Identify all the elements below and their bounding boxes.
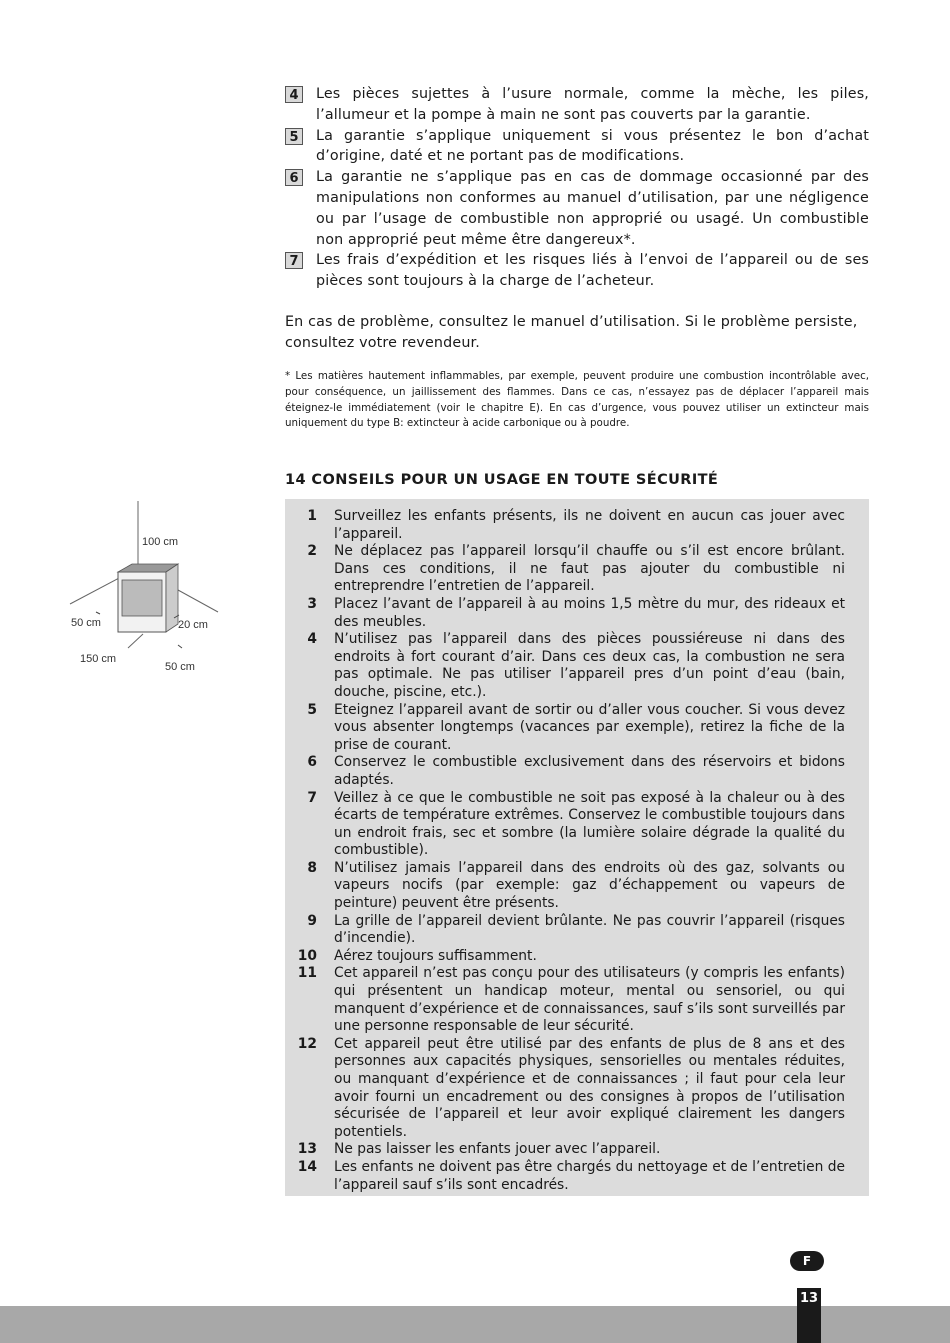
tip-text: Ne déplacez pas l’appareil lorsqu’il chauffe ou s’il est encore brûlant. Dans ces conditions, il ne faut pas ajouter du combustible ni entreprendre l’entretien de l’appareil. [334, 543, 845, 595]
tip-item [285, 543, 845, 596]
item-number-box: 4 [285, 86, 303, 103]
tip-number: 5 [307, 701, 317, 718]
tip-item [285, 508, 845, 543]
tip-number: 9 [307, 912, 317, 929]
tip-number: 6 [307, 754, 317, 771]
tip-number: 1 [307, 508, 317, 524]
tip-number: 12 [297, 1035, 317, 1052]
language-badge: F [790, 1251, 824, 1271]
safety-tips-list [285, 508, 845, 1194]
tip-item [285, 948, 845, 966]
tip-number: 4 [307, 631, 317, 648]
tip-item [285, 965, 845, 1035]
tip-text: Aérez toujours suffisamment. [334, 947, 537, 964]
item-number-box: 6 [285, 169, 303, 186]
tip-item [285, 702, 845, 755]
label-100cm: 100 cm [142, 536, 179, 548]
tip-text: N’utilisez pas l’appareil dans des pièces poussiéreuse ni dans des endroits à fort courant d’air. Dans ces deux cas, la combustion ne sera pas optimale. Ne pas utiliser l’appareil pres d’un point d’eau (bain, douche, piscine, etc.). [334, 631, 845, 700]
item-number-box: 5 [285, 128, 303, 145]
tip-text: Ne pas laisser les enfants jouer avec l’appareil. [334, 1141, 661, 1158]
tip-text: Surveillez les enfants présents, ils ne doivent en aucun cas jouer avec l’appareil. [334, 508, 845, 542]
tip-text: Placez l’avant de l’appareil à au moins 1,5 mètre du mur, des rideaux et des meubles. [334, 595, 845, 630]
warranty-item [285, 84, 869, 126]
tip-item [285, 913, 845, 948]
footnote: * Les matières hautement inflammables, par exemple, peuvent produire une combustion incontrôlable avec, pour conséquence, un jaillissement des flammes. Dans ce cas, n’essayez pas de déplacer l’appareil mais éteignez-le immédiatement (voir le chapitre E). En cas d’urgence, vous pouvez utiliser un extincteur mais uniquement du type B: extincteur à acide carbonique ou à poudre. [285, 370, 869, 430]
tip-text: Veillez à ce que le combustible ne soit pas exposé à la chaleur ou à des écarts de température extrêmes. Conservez le combustible toujours dans un endroit frais, sec et sombre (la lumière solaire dégrade la qualité du combustible). [334, 789, 845, 859]
tip-item [285, 1141, 845, 1159]
tip-item [285, 860, 845, 913]
tip-text: N’utilisez jamais l’appareil dans des endroits où des gaz, solvants ou vapeurs nocifs (par exemple: gaz d’échappement ou vapeurs de peinture) peuvent être présents. [334, 859, 845, 912]
tip-text: Les enfants ne doivent pas être chargés du nettoyage et de l’entretien de l’appareil sauf s’ils sont encadrés. [334, 1158, 845, 1193]
tip-item [285, 1036, 845, 1142]
tip-text: Cet appareil n’est pas conçu pour des utilisateurs (y compris les enfants) qui présentent un handicap moteur, mental ou sensoriel, ou qui manquent d’expérience et de connaissances, sauf s’ils sont surveillés par une personne responsable de leur sécurité. [334, 965, 845, 1035]
page-number: 13 [797, 1288, 821, 1343]
tip-text: Cet appareil peut être utilisé par des enfants de plus de 8 ans et des personnes aux capacités physiques, sensorielles ou mentales réduites, ou manquant d’expérience et de connaissances ; il faut pour cela leur avoir fourni un encadrement ou des consignes à propos de l’utilisation sécurisée de l’appareil et leur avoir expliqué clairement les dangers potentiels. [334, 1035, 845, 1140]
tip-text: Eteignez l’appareil avant de sortir ou d’aller vous coucher. Si vous devez vous absenter longtemps (vacances par exemple), retirez la fiche de la prise de courant. [334, 701, 845, 753]
tip-number: 13 [297, 1141, 317, 1158]
tip-item [285, 631, 845, 701]
tip-number: 7 [307, 789, 317, 806]
warranty-item [285, 167, 869, 250]
tip-text: Conservez le combustible exclusivement dans des réservoirs et bidons adaptés. [334, 754, 845, 788]
clearance-diagram [60, 496, 230, 676]
label-50cm-front: 50 cm [165, 661, 195, 673]
tip-number: 2 [307, 543, 317, 560]
item-text: La garantie s’applique uniquement si vous présentez le bon d’achat d’origine, daté et ne portant pas de modifications. [316, 127, 869, 165]
tip-item [285, 754, 845, 789]
tip-number: 10 [297, 947, 317, 964]
tip-number: 14 [297, 1158, 317, 1175]
warranty-list [285, 84, 869, 292]
problem-paragraph: En cas de problème, consultez le manuel d’utilisation. Si le problème persiste, consultez votre revendeur. [285, 314, 858, 351]
item-text: La garantie ne s’applique pas en cas de dommage occasionné par des manipulations non conformes au manuel d’utilisation, par une négligence ou par l’usage de combustible non approprié ou usagé. Un combustible non approprié peut même être dangereux*. [316, 169, 869, 248]
tip-item [285, 790, 845, 860]
item-number-box: 7 [285, 252, 303, 269]
tip-item [285, 596, 845, 631]
label-20cm-right: 20 cm [178, 619, 208, 631]
label-50cm-left: 50 cm [71, 617, 101, 629]
warranty-item [285, 126, 869, 168]
warranty-item [285, 250, 869, 292]
tip-number: 11 [297, 965, 317, 982]
tip-number: 8 [307, 859, 317, 876]
tip-item [285, 1159, 845, 1194]
tip-text: La grille de l’appareil devient brûlante. Ne pas couvrir l’appareil (risques d’incendie). [334, 912, 845, 947]
item-text: Les pièces sujettes à l’usure normale, comme la mèche, les piles, l’allumeur et la pompe à main ne sont pas couverts par la garantie. [316, 86, 869, 123]
item-text: Les frais d’expédition et les risques liés à l’envoi de l’appareil ou de ses pièces sont toujours à la charge de l’acheteur. [316, 252, 869, 290]
section-title: 14 CONSEILS POUR UN USAGE EN TOUTE SÉCURITÉ [285, 472, 719, 488]
tip-number: 3 [307, 595, 317, 612]
label-150cm: 150 cm [80, 653, 117, 665]
safety-tips-box [285, 499, 869, 1196]
heater-grille [122, 580, 162, 616]
